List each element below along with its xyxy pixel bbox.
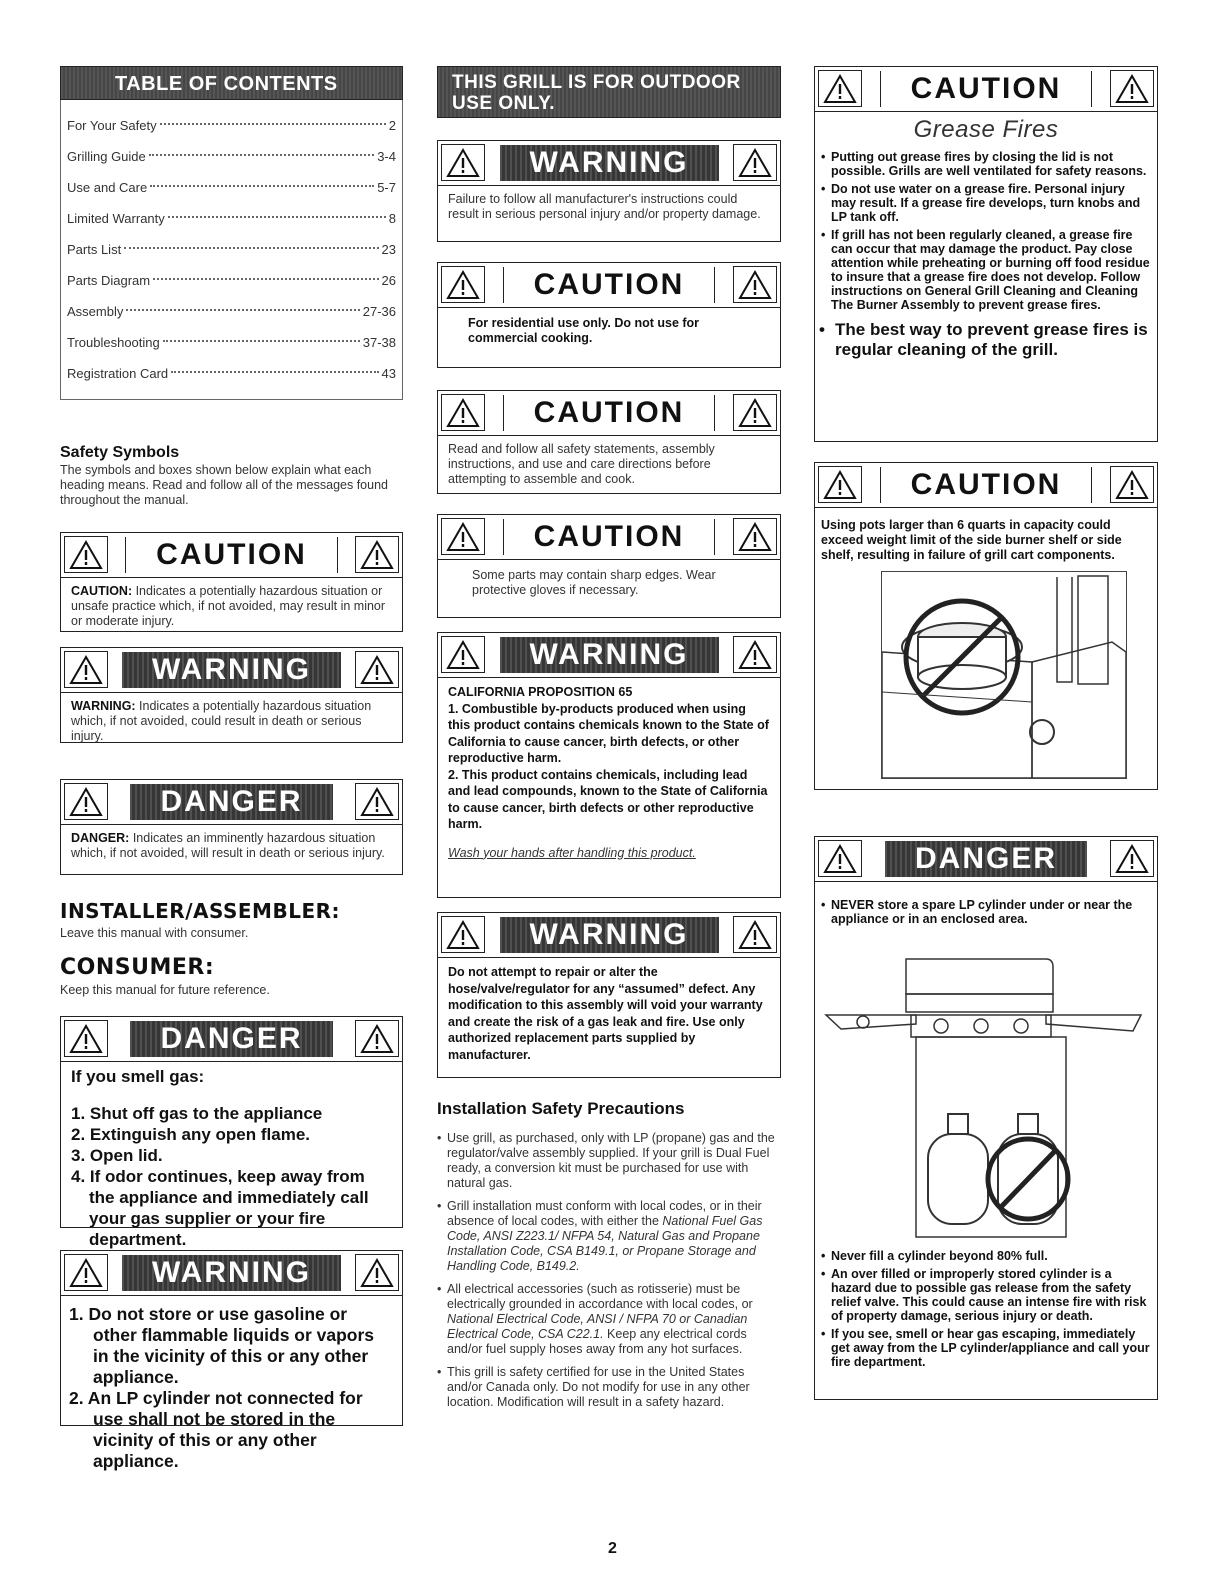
- instructions-warning-sign: [437, 140, 781, 242]
- installer-heading: INSTALLER/ASSEMBLER:: [60, 899, 341, 923]
- warning-definition-sign: [60, 647, 403, 743]
- caution-word: CAUTION: [503, 395, 716, 431]
- residential-caution-text: For residential use only. Do not use for commercial cooking.: [468, 316, 700, 345]
- list-item: 1. Do not store or use gasoline or other flammable liquids or vapors in the vicinity of this or any other appliance.: [69, 1304, 375, 1387]
- toc-title: TABLE OF CONTENTS: [60, 66, 403, 100]
- warning-triangle-icon: [64, 783, 108, 820]
- toc-row: [61, 265, 402, 296]
- warning-word: WARNING: [122, 652, 341, 688]
- safety-symbols-text: The symbols and boxes shown below explain what each heading means. Read and follow all of the messages found throughout the manual.: [60, 463, 388, 507]
- toc-page: 37-38: [362, 335, 396, 350]
- toc-label: For Your Safety: [67, 118, 157, 133]
- repair-warning-text: Do not attempt to repair or alter the hose/valve/regulator for any “assumed” defect. Any modification to this assembly will void your warranty and create the risk of a gas leak and fire. Use only authorized replacement parts supplied by manufacturer.: [448, 965, 763, 1062]
- toc-row: [61, 203, 402, 234]
- warning-triangle-icon: [733, 266, 777, 303]
- smell-gas-sign: [60, 1016, 403, 1249]
- prop65-heading: CALIFORNIA PROPOSITION 65: [448, 685, 633, 699]
- list-item: 1. Shut off gas to the appliance: [71, 1104, 323, 1123]
- list-item: • This grill is safety certified for use in the United States and/or Canada only. Do not modify for use in any other location. Modification will result in a safety hazard.: [437, 1365, 781, 1410]
- toc-page: 26: [381, 273, 396, 288]
- pot-on-burner-illustration: [881, 571, 1127, 779]
- warning-lead: WARNING:: [71, 699, 136, 713]
- caution-word: CAUTION: [503, 267, 716, 303]
- caution-word: CAUTION: [125, 537, 338, 573]
- list-item: • Putting out grease fires by closing the lid is not possible. Grills are well ventilated for safety reasons.: [821, 150, 1151, 178]
- list-item: • If you see, smell or hear gas escaping, immediately get away from the LP cylinder/appliance and call your fire department.: [821, 1327, 1151, 1369]
- toc-page: 5-7: [377, 180, 396, 195]
- warning-triangle-icon: [1110, 466, 1154, 503]
- warning-triangle-icon: [64, 1020, 108, 1057]
- warning-triangle-icon: [355, 536, 399, 573]
- warning-triangle-icon: [64, 1254, 108, 1291]
- list-item: • Do not use water on a grease fire. Personal injury may result. If a grease fire develops, turn knobs and LP tank off.: [821, 182, 1151, 224]
- list-item: • An over filled or improperly stored cylinder is a hazard due to possible gas release from the safety relief valve. This could cause an intense fire with risk of property damage, serious injury or death.: [821, 1267, 1151, 1323]
- warning-triangle-icon: [441, 144, 485, 181]
- toc-label: Grilling Guide: [67, 149, 146, 164]
- toc-label: Parts Diagram: [67, 273, 151, 288]
- list-item: • Use grill, as purchased, only with LP (propane) gas and the regulator/valve assembly supplied. If your grill is Dual Fuel ready, a conversion kit must be purchased for use with natural gas.: [437, 1131, 781, 1191]
- warning-triangle-icon: [355, 651, 399, 688]
- list-item: 2. Extinguish any open flame.: [71, 1125, 310, 1144]
- toc-label: Troubleshooting: [67, 335, 160, 350]
- toc-row: [61, 234, 402, 265]
- danger-word: DANGER: [130, 784, 332, 820]
- safety-symbols-heading: Safety Symbols: [60, 444, 180, 461]
- toc-row: [61, 296, 402, 327]
- read-caution-text: Read and follow all safety statements, assembly instructions, and use and care directions before attempting to assemble and cook.: [448, 442, 715, 486]
- list-item: • If grill has not been regularly cleaned, a grease fire can occur that may damage the product. Pay close attention while preheating or burning off food residue to insure that a grease fire does not develop. Follow instructions on General Grill Cleaning and Cleaning The Burner Assembly to prevent grease fires.: [821, 228, 1151, 312]
- toc-page: 3-4: [377, 149, 396, 164]
- consumer-text: Keep this manual for future reference.: [60, 983, 270, 997]
- warning-triangle-icon: [355, 1020, 399, 1057]
- warning-triangle-icon: [733, 636, 777, 673]
- prop65-warning-sign: [437, 632, 781, 898]
- warning-triangle-icon: [355, 1254, 399, 1291]
- consumer-heading: CONSUMER:: [60, 955, 215, 980]
- caution-lead: CAUTION:: [71, 584, 133, 598]
- residential-caution-sign: [437, 262, 781, 368]
- installer-text: Leave this manual with consumer.: [60, 926, 249, 940]
- gasoline-warning-sign: [60, 1250, 403, 1471]
- warning-triangle-icon: [441, 394, 485, 431]
- caution-word: CAUTION: [503, 519, 716, 555]
- warning-triangle-icon: [441, 266, 485, 303]
- sharp-edges-caution-text: Some parts may contain sharp edges. Wear protective gloves if necessary.: [472, 568, 716, 597]
- toc-row: [61, 110, 402, 141]
- warning-triangle-icon: [441, 636, 485, 673]
- danger-word: DANGER: [130, 1021, 332, 1057]
- smell-gas-title: If you smell gas:: [71, 1067, 205, 1086]
- toc-page: 8: [388, 211, 396, 226]
- list-item: • Never fill a cylinder beyond 80% full.: [821, 1249, 1151, 1263]
- toc-label: Assembly: [67, 304, 124, 319]
- toc-page: 23: [381, 242, 396, 257]
- table-of-contents: [60, 100, 403, 400]
- toc-label: Registration Card: [67, 366, 169, 381]
- toc-label: Limited Warranty: [67, 211, 165, 226]
- warning-triangle-icon: [818, 70, 862, 107]
- instructions-warning-text: Failure to follow all manufacturer's instructions could result in serious personal injury and/or property damage.: [448, 192, 761, 221]
- warning-word: WARNING: [500, 917, 719, 953]
- caution-word: CAUTION: [880, 71, 1093, 107]
- warning-triangle-icon: [733, 144, 777, 181]
- warning-triangle-icon: [818, 466, 862, 503]
- toc-row: [61, 327, 402, 358]
- toc-row: [61, 172, 402, 203]
- warning-word: WARNING: [500, 145, 719, 181]
- lp-top-note: • NEVER store a spare LP cylinder under or near the appliance or in an enclosed area.: [815, 882, 1157, 926]
- toc-label: Parts List: [67, 242, 122, 257]
- warning-triangle-icon: [733, 394, 777, 431]
- caution-definition-sign: [60, 532, 403, 632]
- prop65-paragraph-2: 2. This product contains chemicals, including lead and lead compounds, known to the State of California to cause cancer, birth defects or other reproductive harm.: [448, 767, 768, 831]
- read-caution-sign: [437, 390, 781, 494]
- danger-text: Indicates an imminently hazardous situation which, if not avoided, will result in death or serious injury.: [71, 831, 385, 860]
- grease-fires-title: Grease Fires: [913, 116, 1059, 143]
- warning-triangle-icon: [1110, 840, 1154, 877]
- caution-text: Indicates a potentially hazardous situation or unsafe practice which, if not avoided, may result in minor or moderate injury.: [71, 584, 386, 628]
- toc-label: Use and Care: [67, 180, 148, 195]
- grease-best-way: • The best way to prevent grease fires is regular cleaning of the grill.: [819, 320, 1148, 359]
- warning-triangle-icon: [733, 916, 777, 953]
- danger-word: DANGER: [885, 841, 1087, 877]
- warning-word: WARNING: [122, 1255, 341, 1291]
- warning-triangle-icon: [441, 518, 485, 555]
- warning-triangle-icon: [64, 536, 108, 573]
- warning-word: WARNING: [500, 637, 719, 673]
- pots-caution-text: Using pots larger than 6 quarts in capacity could exceed weight limit of the side burner shelf or side shelf, resulting in failure of grill cart components.: [821, 518, 1122, 562]
- caution-word: CAUTION: [880, 467, 1093, 503]
- warning-triangle-icon: [441, 916, 485, 953]
- warning-triangle-icon: [64, 651, 108, 688]
- grill-cylinder-illustration: [821, 949, 1151, 1249]
- wash-hands-text: Wash your hands after handling this product.: [448, 845, 696, 860]
- warning-triangle-icon: [1110, 70, 1154, 107]
- warning-triangle-icon: [818, 840, 862, 877]
- prop65-paragraph-1: 1. Combustible by-products produced when using this product contains chemicals known to the State of California to cause cancer, birth defects, or other reproductive harm.: [448, 701, 769, 765]
- repair-warning-sign: [437, 912, 781, 1078]
- toc-row: [61, 358, 402, 389]
- outdoor-title: THIS GRILL IS FOR OUTDOOR USE ONLY.: [437, 66, 781, 118]
- lp-cylinder-danger-sign: [814, 836, 1158, 1400]
- list-item: 4. If odor continues, keep away from the appliance and immediately call your gas supplier or your fire department.: [71, 1167, 369, 1249]
- danger-definition-sign: [60, 779, 403, 875]
- page-number: 2: [608, 1540, 617, 1557]
- install-precautions-heading: Installation Safety Precautions: [437, 1099, 685, 1118]
- toc-row: [61, 141, 402, 172]
- pots-caution-sign: [814, 462, 1158, 790]
- list-item: • Grill installation must conform with local codes, or in their absence of local codes, with either the National Fuel Gas Code, ANSI Z223.1/ NFPA 54, Natural Gas and Propane Installation Code, CSA B149.1, or Propane Storage and Handling Code, B149.2.: [437, 1199, 781, 1274]
- sharp-edges-caution-sign: [437, 514, 781, 618]
- list-item: 2. An LP cylinder not connected for use shall not be stored in the vicinity of this or any other appliance.: [69, 1388, 363, 1471]
- toc-page: 43: [381, 366, 396, 381]
- danger-lead: DANGER:: [71, 831, 130, 845]
- list-item: 3. Open lid.: [71, 1146, 163, 1165]
- install-precautions-list: [437, 1131, 781, 1418]
- list-item: • All electrical accessories (such as rotisserie) must be electrically grounded in accordance with local codes, or National Electrical Code, ANSI / NFPA 70 or Canadian Electrical Code, CSA C22.1. Keep any electrical cords and/or fuel supply hoses away from any hot surfaces.: [437, 1282, 781, 1357]
- grease-fires-sign: [814, 66, 1158, 442]
- toc-page: 27-36: [362, 304, 396, 319]
- warning-text: Indicates a potentially hazardous situation which, if not avoided, could result in death or serious injury.: [71, 699, 372, 743]
- warning-triangle-icon: [355, 783, 399, 820]
- toc-page: 2: [388, 118, 396, 133]
- warning-triangle-icon: [733, 518, 777, 555]
